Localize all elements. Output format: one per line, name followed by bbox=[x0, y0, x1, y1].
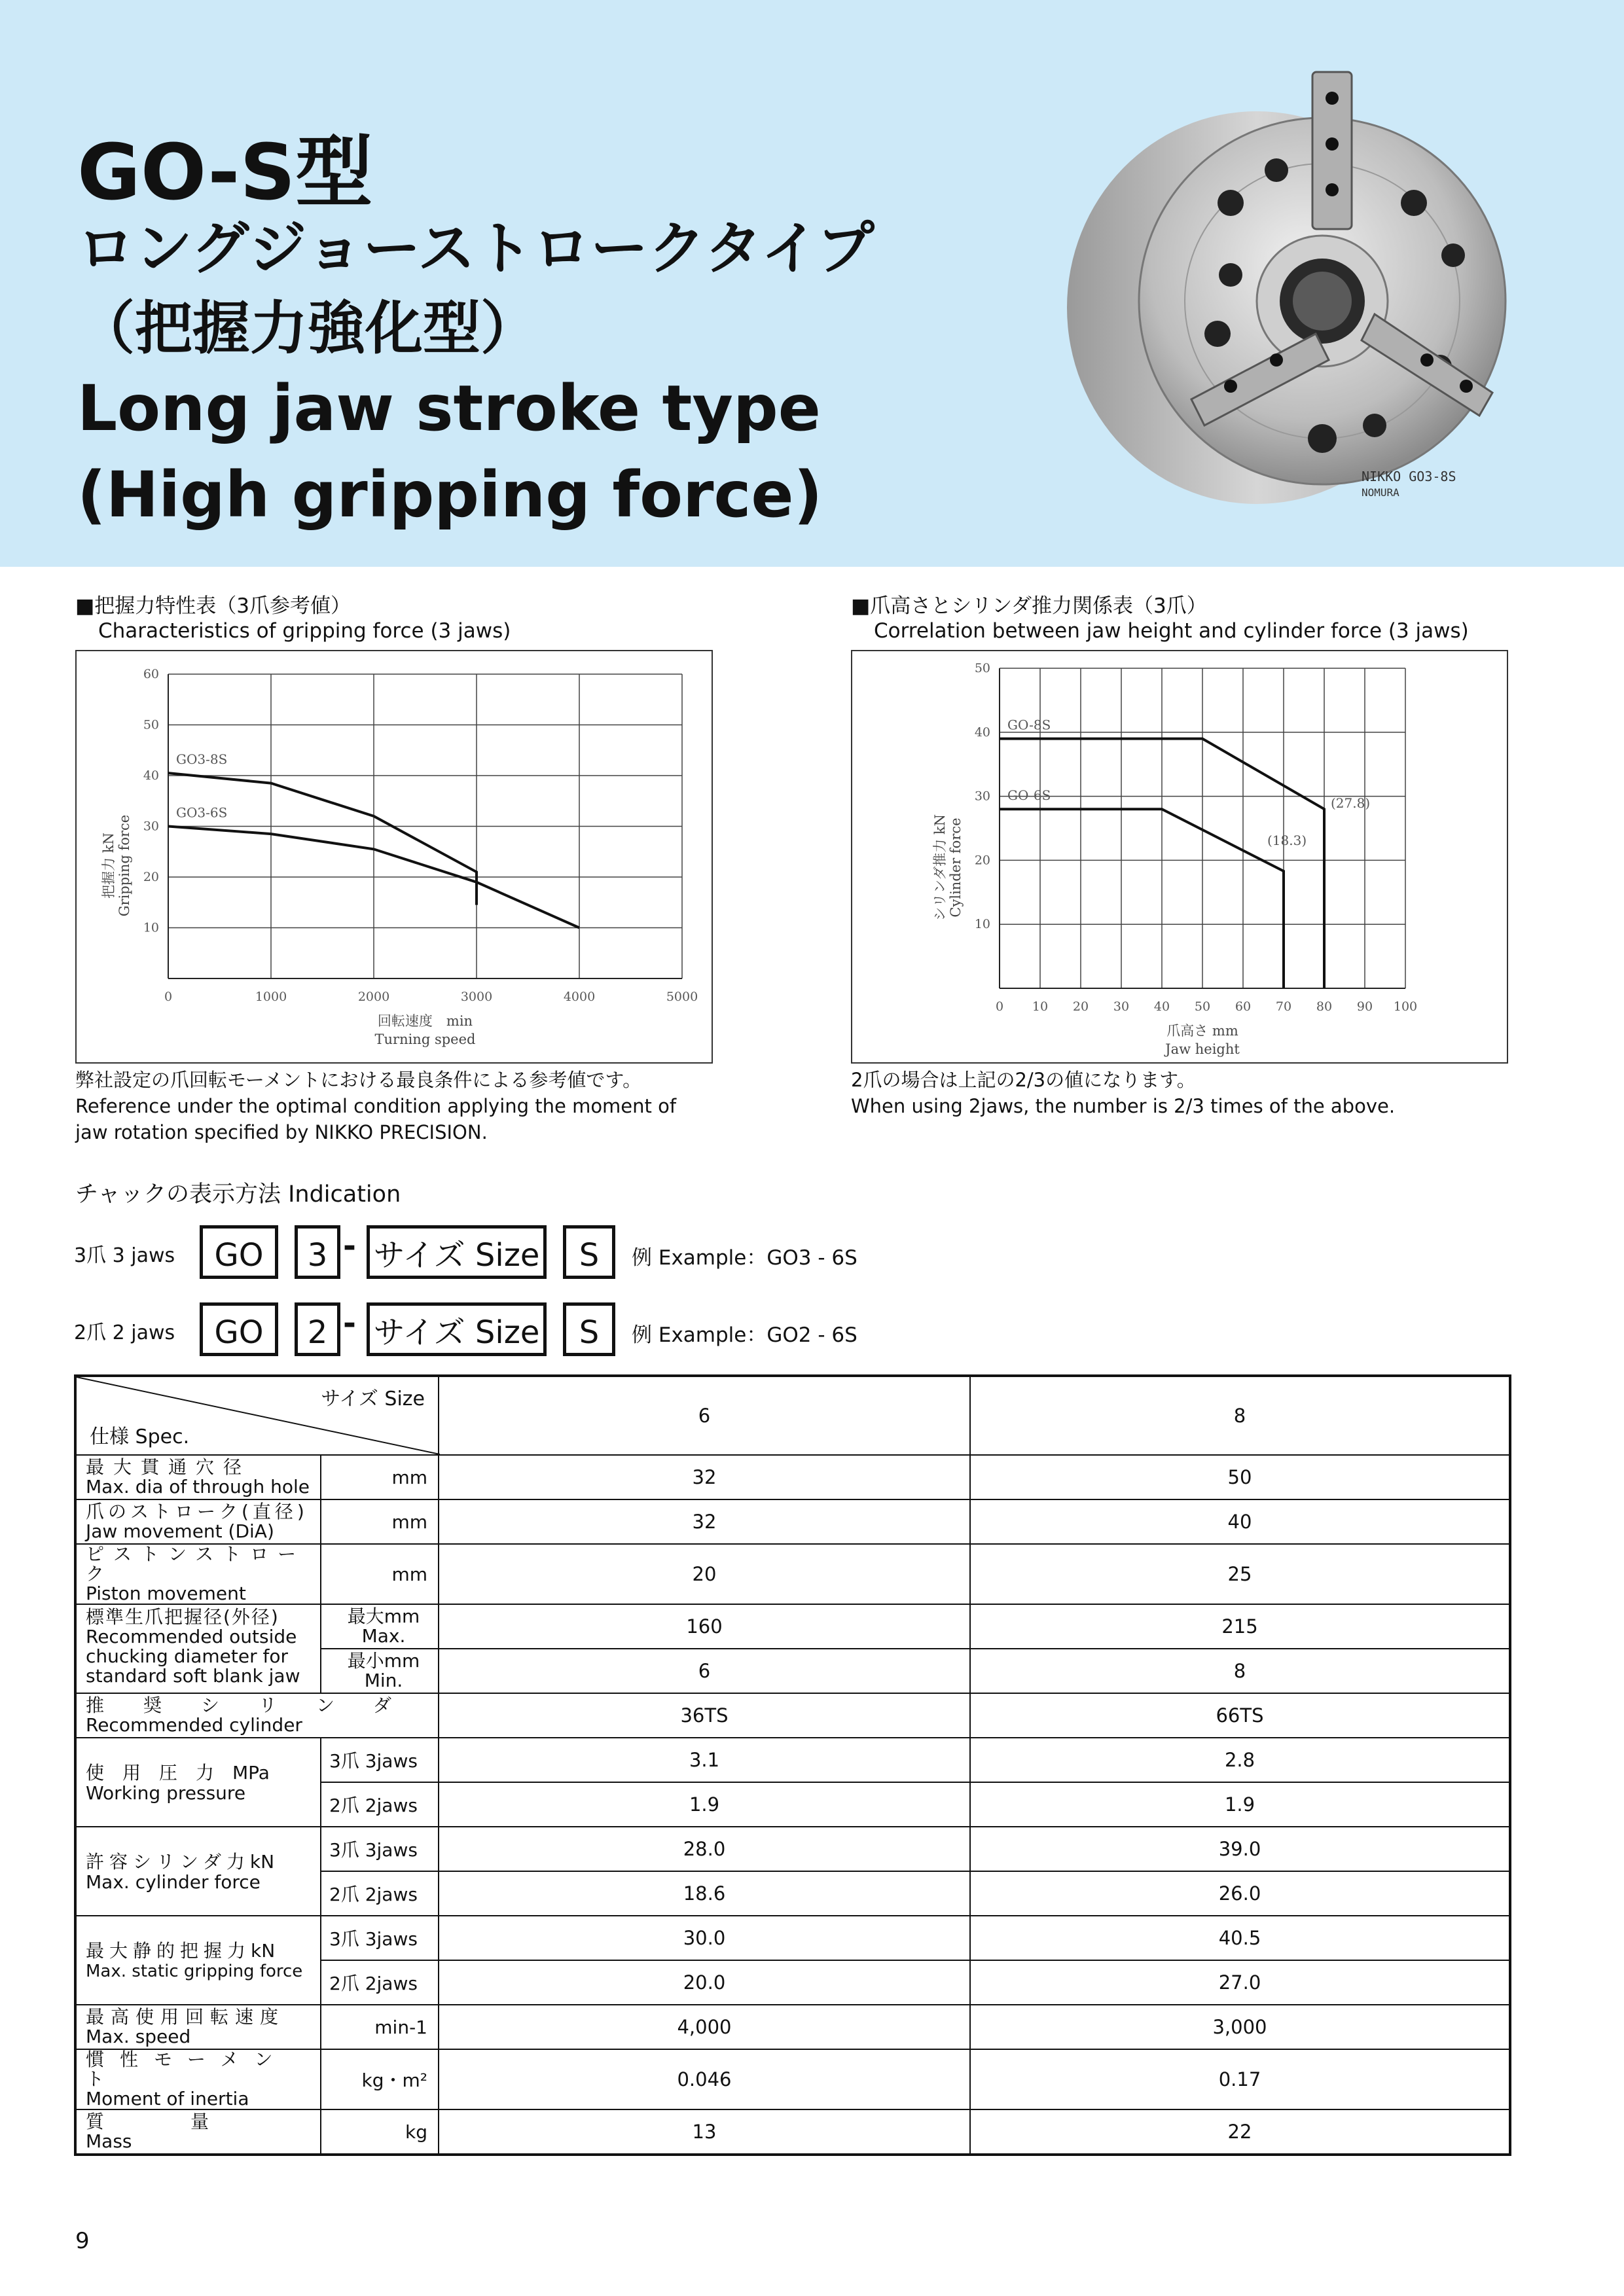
value-size-8: 40.5 bbox=[970, 1916, 1510, 1960]
row-label-en: Working pressure bbox=[86, 1782, 246, 1804]
series-end-label: (18.3) bbox=[1267, 833, 1307, 849]
value-size-6: 0.046 bbox=[439, 2049, 970, 2109]
x-tick-label: 3000 bbox=[460, 990, 493, 1004]
row-label-ja: 爪のストローク(直径) bbox=[86, 1501, 308, 1522]
row-label-ja: 最高使用回転速度 bbox=[86, 2006, 285, 2028]
y-tick-label: 30 bbox=[974, 789, 990, 804]
row-label-ja: 質 量 bbox=[86, 2111, 212, 2132]
row-unit: kg・m² bbox=[321, 2049, 439, 2109]
code-size-box: サイズ Size bbox=[367, 1302, 547, 1356]
min-label-ja: 最小mm bbox=[347, 1650, 420, 1672]
value-size-8: 50 bbox=[970, 1455, 1510, 1499]
row-label-en: standard soft blank jaw bbox=[86, 1665, 300, 1687]
x-tick-label: 50 bbox=[1194, 999, 1211, 1014]
row-label-en: Mass bbox=[86, 2130, 132, 2152]
value-size-6: 30.0 bbox=[439, 1916, 970, 1960]
row-label-en: Moment of inertia bbox=[86, 2088, 249, 2109]
value-size-8: 215 bbox=[970, 1604, 1510, 1649]
size-6-header: 6 bbox=[439, 1376, 970, 1455]
table-row bbox=[75, 2005, 1510, 2049]
code-s-box: S bbox=[563, 1225, 615, 1279]
value-size-6: 36TS bbox=[439, 1693, 970, 1738]
chart-right-title-en: Correlation between jaw height and cylinder force (3 jaws) bbox=[874, 619, 1469, 643]
note-left-en-2: jaw rotation specified by NIKKO PRECISION. bbox=[75, 1121, 488, 1143]
photo-marking-2: NOMURA bbox=[1362, 486, 1399, 499]
value-size-8: 66TS bbox=[970, 1693, 1510, 1738]
jaws-2-label: 2爪 2jaws bbox=[321, 1782, 439, 1827]
value-size-8: 0.17 bbox=[970, 2049, 1510, 2109]
gripping-force-chart bbox=[77, 651, 712, 1062]
chart-left-title-en: Characteristics of gripping force (3 jaws) bbox=[98, 619, 511, 643]
y-tick-label: 10 bbox=[974, 917, 990, 932]
chart-left-title-ja: ■把握力特性表（3爪参考値） bbox=[75, 594, 352, 618]
row-label-ja: 推奨シリンダ bbox=[86, 1695, 431, 1716]
example-2: 例 Example：GO2 - 6S bbox=[632, 1323, 857, 1347]
code-go-box: GO bbox=[200, 1225, 278, 1279]
size-8-header: 8 bbox=[970, 1376, 1510, 1455]
y-axis-title-ja: シリンダ推力 kN bbox=[932, 814, 948, 921]
size-header: サイズ Size bbox=[321, 1388, 425, 1410]
x-tick-label: 80 bbox=[1316, 999, 1333, 1014]
value-size-8: 25 bbox=[970, 1544, 1510, 1604]
y-tick-label: 40 bbox=[143, 768, 159, 783]
value-size-6: 20.0 bbox=[439, 1960, 970, 2005]
subtitle-ja-2: （把握力強化型） bbox=[77, 295, 539, 362]
x-tick-label: 10 bbox=[1032, 999, 1049, 1014]
row-unit: kN bbox=[251, 1939, 276, 1962]
max-label-en: Max. bbox=[361, 1625, 406, 1647]
value-size-8: 1.9 bbox=[970, 1782, 1510, 1827]
x-tick-label: 100 bbox=[1393, 999, 1418, 1014]
y-axis-title-ja: 把握力 kN bbox=[101, 833, 117, 899]
value-size-8: 39.0 bbox=[970, 1827, 1510, 1871]
page-title: GO-S型 bbox=[77, 127, 373, 217]
table-row bbox=[75, 1544, 1510, 1604]
row-label-ja: 慣性モーメント bbox=[86, 2049, 289, 2090]
series-label: GO3-6S bbox=[176, 804, 228, 821]
x-axis-title-ja: 回転速度 min bbox=[377, 1013, 473, 1029]
code-dash: - bbox=[343, 1228, 356, 1265]
y-tick-label: 60 bbox=[143, 667, 159, 681]
table-row bbox=[75, 1827, 1510, 1871]
row-unit: min-1 bbox=[321, 2005, 439, 2049]
jaws-3-label: 3爪 3jaws bbox=[321, 1916, 439, 1960]
row-label-en: Piston movement bbox=[86, 1583, 246, 1604]
header-diagonal-cell bbox=[75, 1376, 439, 1455]
row-unit: MPa bbox=[232, 1761, 270, 1784]
x-axis-title-en: Turning speed bbox=[374, 1031, 476, 1047]
x-tick-label: 90 bbox=[1356, 999, 1373, 1014]
table-row bbox=[75, 1455, 1510, 1499]
table-row bbox=[75, 1499, 1510, 1544]
series-label: GO-6S bbox=[1007, 787, 1051, 804]
row-label-ja: 標準生爪把握径(外径) bbox=[86, 1606, 280, 1628]
x-tick-label: 2000 bbox=[357, 990, 390, 1004]
x-tick-label: 4000 bbox=[563, 990, 596, 1004]
example-3: 例 Example：GO3 - 6S bbox=[632, 1246, 857, 1270]
y-tick-label: 50 bbox=[143, 717, 159, 732]
row-unit: kg bbox=[321, 2109, 439, 2155]
value-size-6: 6 bbox=[439, 1649, 970, 1693]
y-tick-label: 40 bbox=[974, 725, 990, 740]
table-row bbox=[75, 2049, 1510, 2109]
x-axis-title-ja: 爪高さ mm bbox=[1166, 1023, 1238, 1039]
row-unit: kN bbox=[249, 1850, 275, 1873]
min-label-en: Min. bbox=[364, 1670, 403, 1691]
code-size-box: サイズ Size bbox=[367, 1225, 547, 1279]
y-tick-label: 20 bbox=[143, 870, 159, 884]
code-jaws-box: 2 bbox=[295, 1302, 340, 1356]
chuck-photo bbox=[1060, 59, 1519, 530]
table-row bbox=[75, 2109, 1510, 2155]
row-label-en: Max. dia of through hole bbox=[86, 1476, 310, 1498]
note-right-en: When using 2jaws, the number is 2/3 times of the above. bbox=[851, 1095, 1396, 1117]
x-tick-label: 40 bbox=[1153, 999, 1170, 1014]
photo-marking-1: NIKKO GO3-8S bbox=[1362, 469, 1456, 484]
value-size-6: 160 bbox=[439, 1604, 970, 1649]
row-label-en: chucking diameter for bbox=[86, 1645, 289, 1667]
jaws-3-label: 3爪 3jaws bbox=[321, 1827, 439, 1871]
jaws-2-label: 2爪 2jaws bbox=[321, 1960, 439, 2005]
y-tick-label: 20 bbox=[974, 853, 990, 868]
x-tick-label: 20 bbox=[1072, 999, 1089, 1014]
note-right-ja: 2爪の場合は上記の2/3の値になります。 bbox=[851, 1069, 1196, 1091]
spec-header: 仕様 Spec. bbox=[90, 1426, 190, 1448]
value-size-6: 3.1 bbox=[439, 1738, 970, 1782]
row-unit: mm bbox=[321, 1499, 439, 1544]
table-row bbox=[75, 1738, 1510, 1782]
y-tick-label: 50 bbox=[974, 661, 990, 675]
table-row bbox=[75, 1604, 1510, 1649]
x-tick-label: 1000 bbox=[255, 990, 287, 1004]
value-size-8: 26.0 bbox=[970, 1871, 1510, 1916]
y-axis-title-en: Cylinder force bbox=[948, 817, 964, 918]
series-line bbox=[1000, 809, 1284, 988]
value-size-6: 20 bbox=[439, 1544, 970, 1604]
value-size-6: 28.0 bbox=[439, 1827, 970, 1871]
series-line bbox=[168, 773, 477, 905]
row-label-en: Recommended outside bbox=[86, 1626, 297, 1647]
cylinder-force-chart bbox=[852, 651, 1507, 1062]
x-tick-label: 30 bbox=[1113, 999, 1130, 1014]
gripping-force-chart-frame bbox=[75, 650, 713, 1064]
indication-title: チャックの表示方法 Indication bbox=[75, 1181, 401, 1208]
code-go-box: GO bbox=[200, 1302, 278, 1356]
indication-label-3: 3爪 3 jaws bbox=[74, 1244, 175, 1267]
value-size-6: 1.9 bbox=[439, 1782, 970, 1827]
value-size-8: 8 bbox=[970, 1649, 1510, 1693]
code-jaws-box: 3 bbox=[295, 1225, 340, 1279]
value-size-8: 3,000 bbox=[970, 2005, 1510, 2049]
row-label-en: Max. speed bbox=[86, 2026, 191, 2047]
row-label-en: Jaw movement (DiA) bbox=[86, 1520, 274, 1542]
row-label-ja: 最大静的把握力 bbox=[86, 1939, 251, 1962]
note-left-ja: 弊社設定の爪回転モーメントにおける最良条件による参考値です。 bbox=[75, 1069, 642, 1091]
value-size-8: 40 bbox=[970, 1499, 1510, 1544]
table-header-row bbox=[75, 1376, 1510, 1455]
subtitle-en-2: (High gripping force) bbox=[77, 458, 823, 531]
header-banner bbox=[0, 0, 1624, 567]
x-axis-title-en: Jaw height bbox=[1165, 1041, 1240, 1057]
series-label: GO-8S bbox=[1007, 717, 1051, 733]
note-left-en-1: Reference under the optimal condition applying the moment of bbox=[75, 1095, 677, 1117]
row-label-ja: 最大貫通穴径 bbox=[86, 1456, 251, 1478]
jaws-3-label: 3爪 3jaws bbox=[321, 1738, 439, 1782]
code-dash: - bbox=[343, 1305, 356, 1342]
indication-label-2: 2爪 2 jaws bbox=[74, 1321, 175, 1344]
cylinder-force-chart-frame bbox=[851, 650, 1508, 1064]
spec-table bbox=[74, 1374, 1511, 2156]
subtitle-ja: ロングジョーストロークタイプ bbox=[77, 215, 875, 282]
row-label-ja: 許容シリンダ力 bbox=[86, 1850, 250, 1873]
row-unit: mm bbox=[321, 1455, 439, 1499]
value-size-6: 18.6 bbox=[439, 1871, 970, 1916]
table-row bbox=[75, 1916, 1510, 1960]
y-axis-title-en: Gripping force bbox=[117, 814, 132, 917]
subtitle-en: Long jaw stroke type bbox=[77, 372, 821, 445]
value-size-8: 27.0 bbox=[970, 1960, 1510, 2005]
jaws-2-label: 2爪 2jaws bbox=[321, 1871, 439, 1916]
x-tick-label: 0 bbox=[995, 999, 1004, 1014]
value-size-6: 32 bbox=[439, 1499, 970, 1544]
row-label-en: Recommended cylinder bbox=[86, 1714, 302, 1736]
value-size-6: 4,000 bbox=[439, 2005, 970, 2049]
y-tick-label: 10 bbox=[143, 920, 159, 935]
series-label: GO3-8S bbox=[176, 751, 228, 768]
value-size-8: 2.8 bbox=[970, 1738, 1510, 1782]
y-tick-label: 30 bbox=[143, 819, 159, 834]
table-row bbox=[75, 1693, 1510, 1738]
row-unit: mm bbox=[321, 1544, 439, 1604]
value-size-8: 22 bbox=[970, 2109, 1510, 2155]
x-tick-label: 0 bbox=[164, 990, 173, 1004]
page-number: 9 bbox=[75, 2228, 90, 2254]
code-s-box: S bbox=[563, 1302, 615, 1356]
row-label-en: Max. static gripping force bbox=[86, 1961, 303, 1981]
value-size-6: 32 bbox=[439, 1455, 970, 1499]
series-end-label: (27.8) bbox=[1331, 795, 1371, 812]
row-label-ja: ピストンストローク bbox=[86, 1543, 306, 1585]
value-size-6: 13 bbox=[439, 2109, 970, 2155]
x-tick-label: 70 bbox=[1275, 999, 1292, 1014]
row-label-ja: 使用圧力 bbox=[86, 1761, 233, 1784]
row-label-en: Max. cylinder force bbox=[86, 1871, 261, 1893]
max-label-ja: 最大mm bbox=[347, 1605, 420, 1627]
chart-right-title-ja: ■爪高さとシリンダ推力関係表（3爪） bbox=[851, 594, 1207, 618]
x-tick-label: 5000 bbox=[666, 990, 698, 1004]
x-tick-label: 60 bbox=[1235, 999, 1252, 1014]
